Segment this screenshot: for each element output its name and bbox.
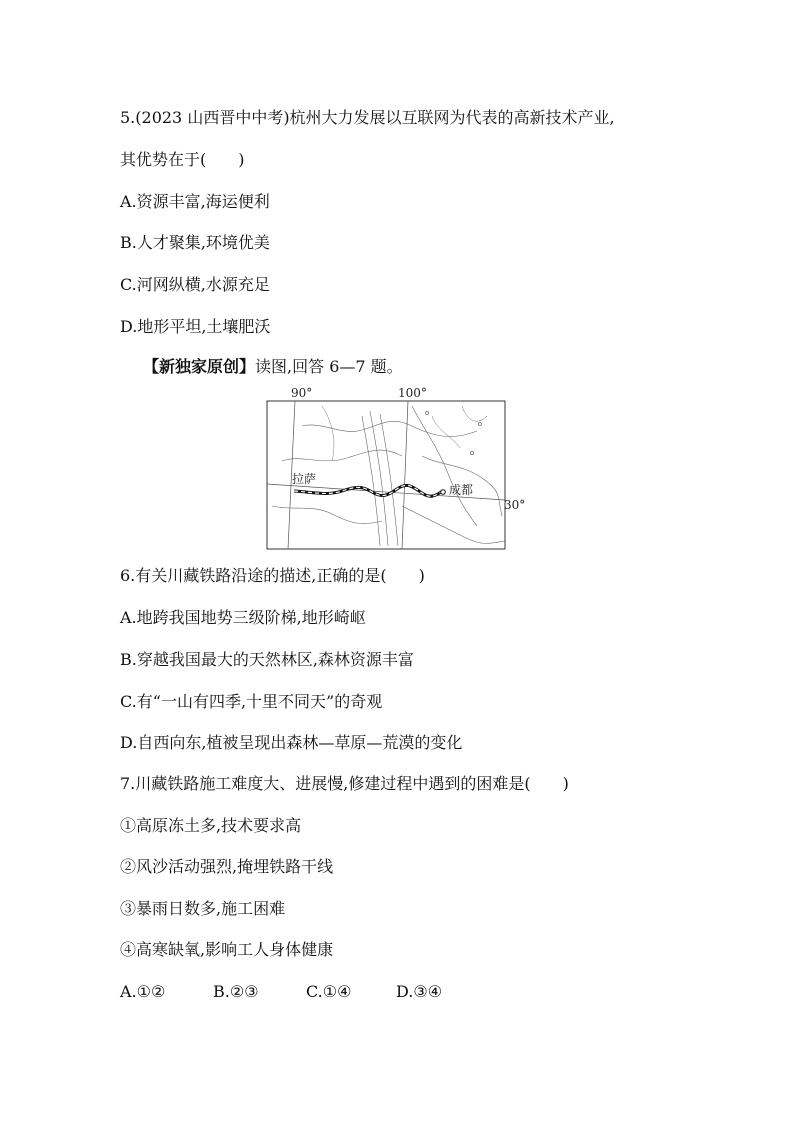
q6-option-b: B.穿越我国最大的天然林区,森林资源丰富 [120,650,414,669]
q5-option-c: C.河网纵横,水源充足 [120,275,270,294]
sichuan-tibet-railway-map [262,386,526,551]
intro-tag: 【新独家原创】 [143,357,256,376]
q7-item-2: ②风沙活动强烈,掩埋铁路干线 [120,857,334,876]
q7-item-4: ④高寒缺氧,影响工人身体健康 [120,940,334,959]
q7-item-1: ①高原冻土多,技术要求高 [120,816,302,835]
q5-option-a: A.资源丰富,海运便利 [120,192,270,211]
latitude-30-label: 30° [504,498,526,512]
longitude-100-label: 100° [398,386,427,400]
q5-option-b: B.人才聚集,环境优美 [120,233,270,252]
q6-stem: 6.有关川藏铁路沿途的描述,正确的是( ) [120,566,425,585]
city-lhasa-label: 拉萨 [292,472,317,486]
q5-stem-line1: 5.(2023 山西晋中中考)杭州大力发展以互联网为代表的高新技术产业, [120,108,615,127]
q6-option-c: C.有“一山有四季,十里不同天”的奇观 [120,692,383,711]
q7-choice-b: B.②③ [213,982,259,1001]
q7-stem: 7.川藏铁路施工难度大、进展慢,修建过程中遇到的困难是( ) [120,774,569,793]
intro-text: 读图,回答 6—7 题。 [255,357,403,376]
q7-choice-a: A.①② [120,982,166,1001]
q5-option-d: D.地形平坦,土壤肥沃 [120,317,271,336]
map-intro [143,357,403,377]
q7-choice-c: C.①④ [306,982,352,1001]
q7-item-3: ③暴雨日数多,施工困难 [120,899,286,918]
q7-choices [120,982,442,1002]
q6-option-d: D.自西向东,植被呈现出森林—草原—荒漠的变化 [120,733,463,752]
map-figure [262,386,508,551]
q5-stem-line2: 其优势在于( ) [120,150,245,169]
q7-choice-d: D.③④ [396,982,443,1001]
longitude-90-label: 90° [291,386,313,400]
q6-option-a: A.地跨我国地势三级阶梯,地形崎岖 [120,608,366,627]
city-chengdu-label: 成都 [449,483,474,497]
